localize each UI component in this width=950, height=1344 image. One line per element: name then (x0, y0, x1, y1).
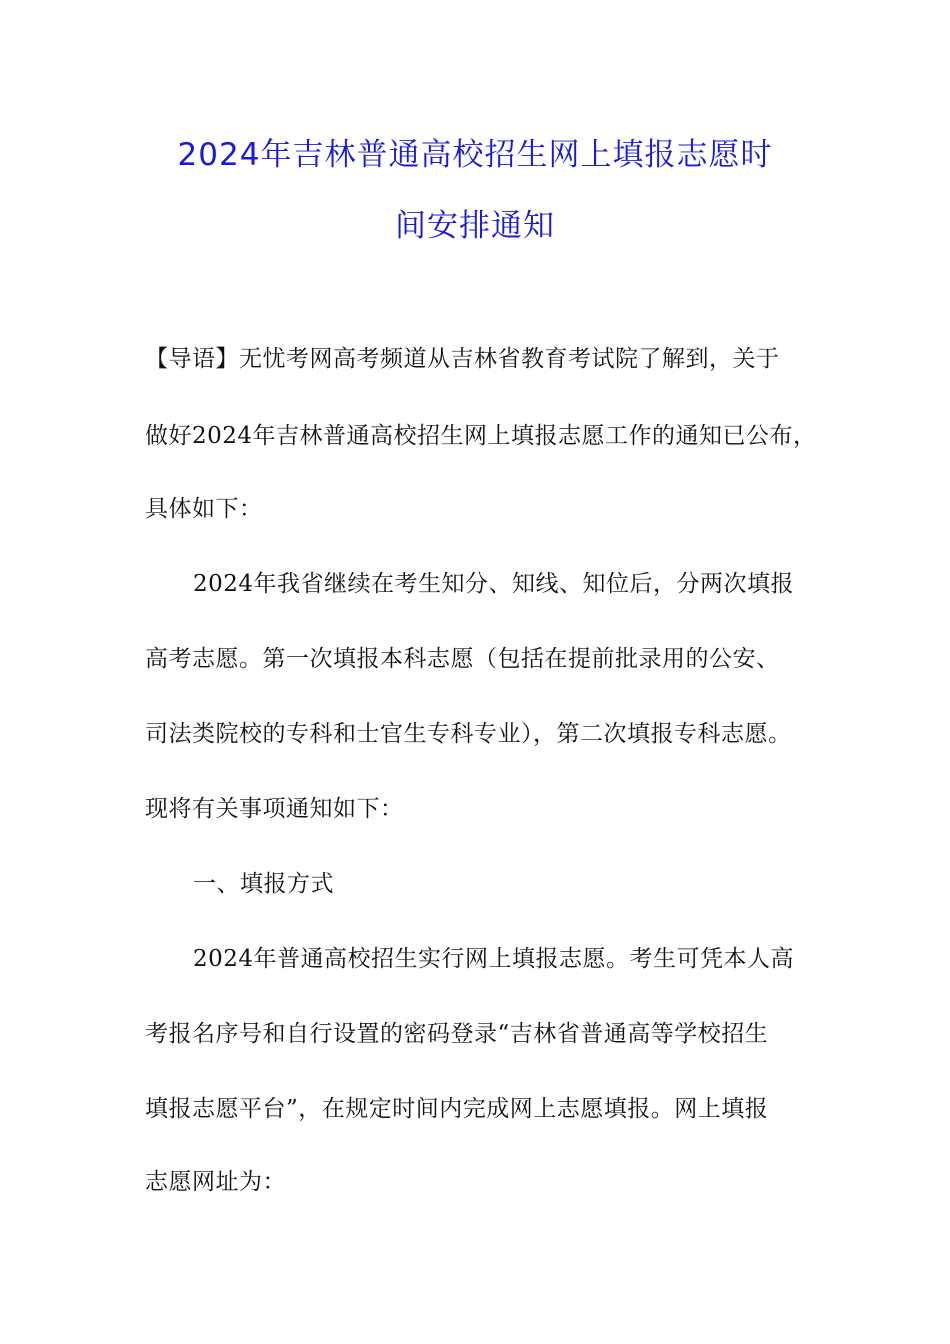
intro-line-1: 【导语】无忧考网高考频道从吉林省教育考试院了解到，关于 (145, 346, 780, 372)
section-heading-1: 一、填报方式 (193, 871, 334, 897)
paragraph-2-line-3: 填报志愿平台”，在规定时间内完成网上志愿填报。网上填报 (145, 1096, 769, 1122)
intro-line-2: 做好2024年吉林普通高校招生网上填报志愿工作的通知已公布， (145, 423, 817, 449)
document-title-line-2: 间安排通知 (395, 208, 555, 244)
paragraph-2-line-2: 考报名序号和自行设置的密码登录“吉林省普通高等学校招生 (145, 1021, 769, 1047)
paragraph-1-line-4: 现将有关事项通知如下： (145, 796, 404, 822)
paragraph-1-line-1: 2024年我省继续在考生知分、知线、知位后，分两次填报 (193, 571, 795, 597)
paragraph-2-line-4: 志愿网址为： (145, 1169, 286, 1195)
paragraph-2-line-1: 2024年普通高校招生实行网上填报志愿。考生可凭本人高 (193, 946, 795, 972)
paragraph-1-line-2: 高考志愿。第一次填报本科志愿（包括在提前批录用的公安、 (145, 646, 780, 672)
intro-line-3: 具体如下： (145, 496, 263, 522)
document-title-line-1: 2024年吉林普通高校招生网上填报志愿时 (177, 137, 773, 173)
paragraph-1-line-3: 司法类院校的专科和士官生专科专业），第二次填报专科志愿。 (145, 721, 792, 747)
